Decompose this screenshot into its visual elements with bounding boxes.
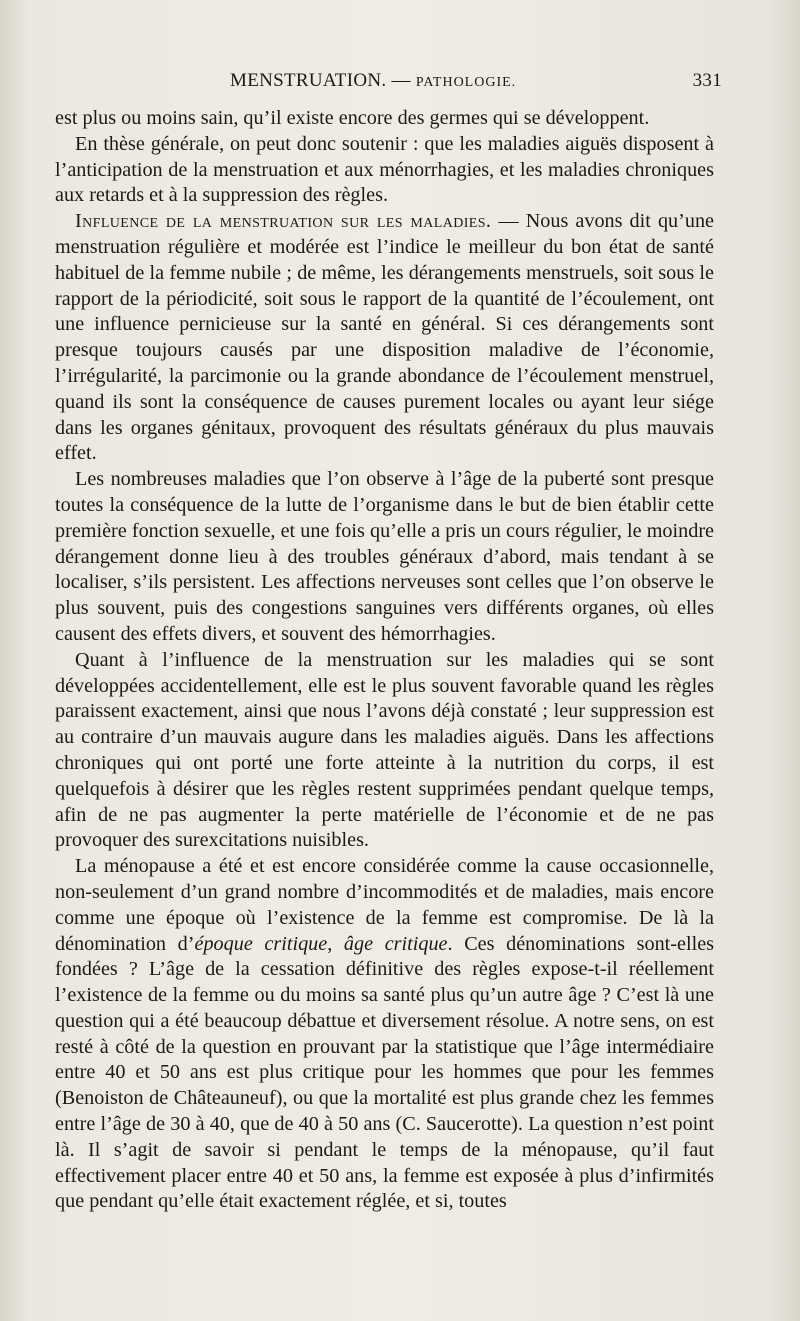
header-title: MENSTRUATION. [230,70,387,91]
paragraph: Les nombreuses maladies que l’on observe à l’âge de la puberté sont presque toutes la conséquence de la lutte de l’organisme dans le but de bien établir cette première fonction sexuelle, et une fois qu’elle a pris un cours régulier, le moindre dérangement donne lieu à des troubles généraux d’abord, mais tendant à se localiser, s’ils persistent. Les affections nerveuses sont celles que l’on observe le plus souvent, puis des congestions sanguines vers différents organes, où elles causent des effets divers, et souvent des hémorrhagies. [55,468,714,645]
section-heading: Influence de la menstruation sur les maladies. [75,210,492,233]
paragraph-text: — Nous avons dit qu’une menstruation régulière et modérée est l’indice le meilleur du bon état de santé habituel de la femme nubile ; de même, les dérangements menstruels, soit sous le rapport de la périodicité, soit sous le rapport de la quantité de l’écoulement, ont une influence pernicieuse sur la santé en général. Si ces dérangements sont presque toujours causés par une disposition maladive de l’économie, l’irrégularité, la parcimonie ou la grande abondance de l’écoulement menstruel, quand ils sont la conséquence de causes purement locales ou ayant leur siége dans les organes génitaux, provoquent des résultats généraux du plus mauvais effet. [55,210,714,465]
paragraph-continuation: est plus ou moins sain, qu’il existe encore des germes qui se développent. [55,107,650,129]
page-number: 331 [692,70,722,91]
paragraph-text: La ménopause a été et est encore considérée comme la cause occasionnelle, non-seulement d’un grand nombre d’incommodités et de maladies, mais encore comme une époque où l’existence de la femme est compromise. De là la dénomination d’ [55,855,714,955]
emphasis-term: âge critique [343,932,448,955]
page-body [55,106,714,1215]
paragraph: En thèse générale, on peut donc soutenir : que les maladies aiguës disposent à l’anticipation de la menstruation et aux ménorrhagies, et les maladies chroniques aux retards et à la suppression des règles. [55,132,714,207]
emphasis-term: époque critique [194,932,328,955]
running-header [55,62,722,106]
paragraph [55,854,714,1215]
header-separator: — [386,70,416,91]
paragraph: Quant à l’influence de la menstruation sur les maladies qui se sont développées accidentellement, elle est le plus souvent favorable quand les règles paraissent exactement, ainsi que nous l’avons déjà constaté ; leur suppression est au contraire d’un mauvais augure dans les maladies aiguës. Dans les affections chroniques qui ont porté une forte atteinte à la nutrition du corps, il est quelquefois à désirer que les règles restent supprimées pendant quelque temps, afin de ne pas augmenter la perte matérielle de l’économie et de ne pas provoquer des surexcitations nuisibles. [55,648,714,852]
paragraph-section-start [55,209,714,467]
running-title [230,70,516,92]
paragraph-text: , [327,932,344,955]
paragraph-text: . Ces dénominations sont-elles fondées ? L’âge de la cessation définitive des règles expose-t-il réellement l’existence de la femme ou du moins sa santé plus qu’un autre âge ? C’est là une question qui a été beaucoup débattue et diversement résolue. A notre sens, on est resté à côté de la question en prouvant par la statistique que l’âge intermédiaire entre 40 et 50 ans est plus critique pour les hommes que pour les femmes (Benoiston de Châteauneuf), ou que la mortalité est plus grande chez les femmes entre l’âge de 30 à 40, que de 40 à 50 ans (C. Saucerotte). La question n’est point là. Il s’agit de savoir si pendant le temps de la ménopause, qu’il faut effectivement placer entre 40 et 50 ans, la femme est exposée à plus d’infirmités que pendant qu’elle était exactement réglée, et si, toutes [55,932,715,1213]
header-subtitle: PATHOLOGIE. [415,75,517,90]
